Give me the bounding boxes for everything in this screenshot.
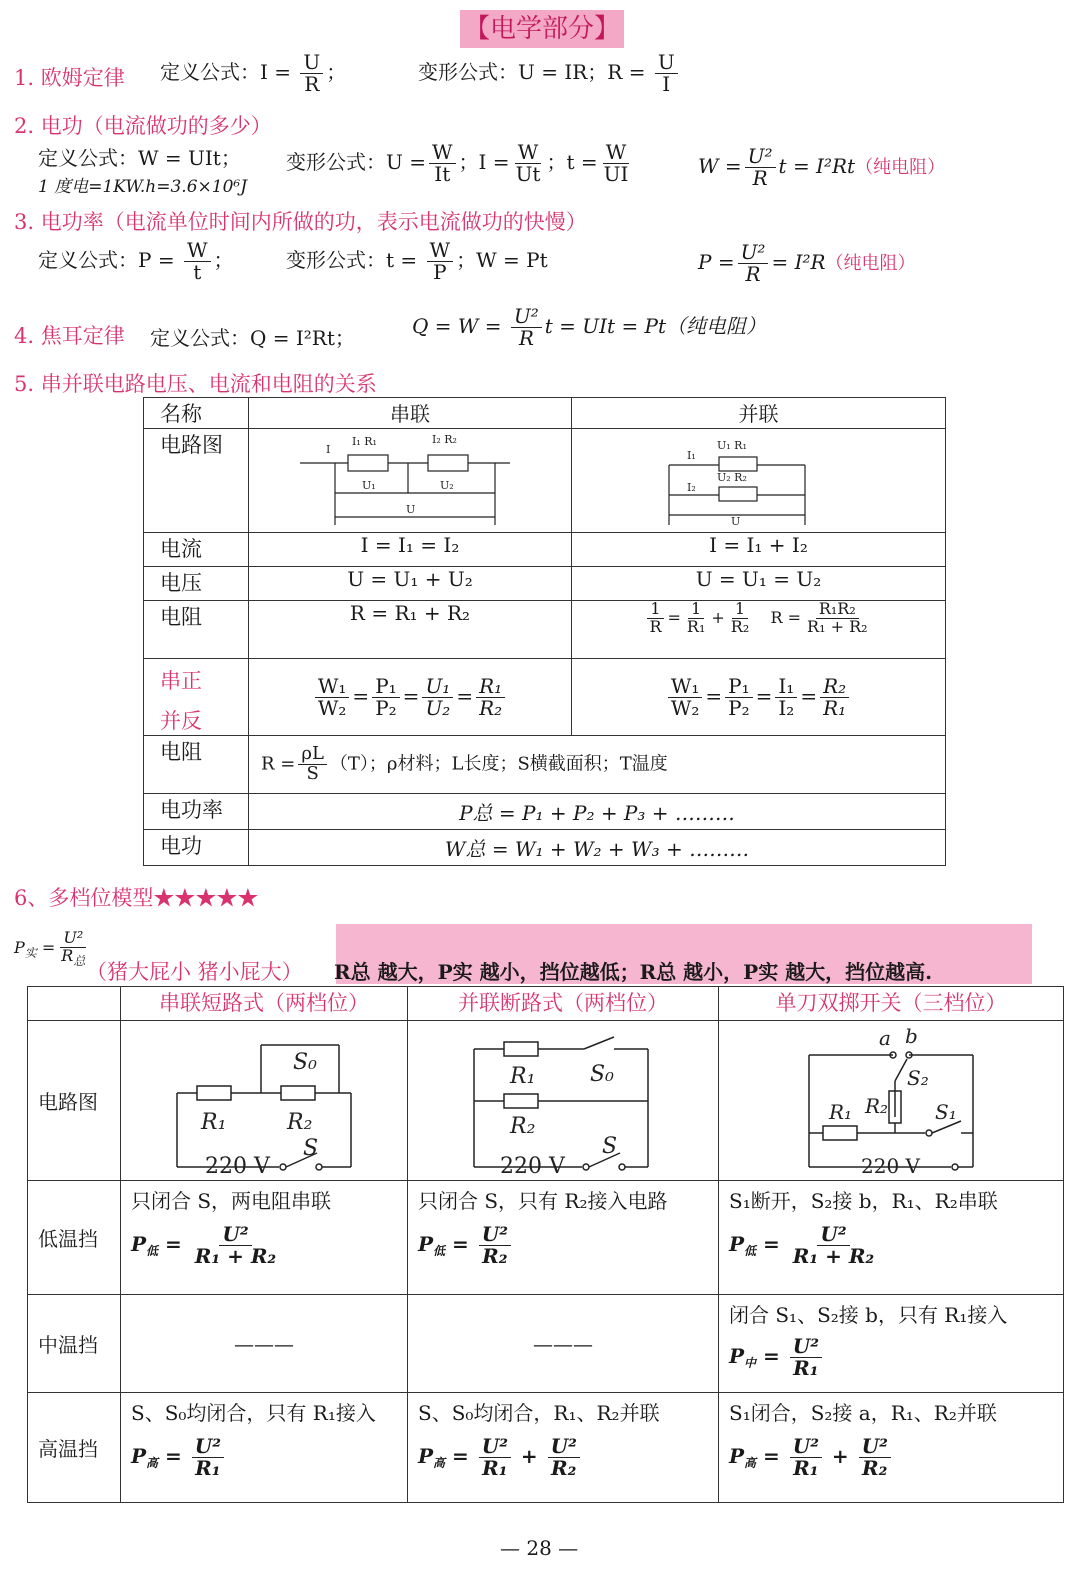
low-series-formula: $P_低$ = $\frac{\text{U²}}{\text{R₁ + R₂}}$ [131,1222,277,1268]
ohm-def-den: R [304,72,320,96]
col-name-header: 名称 [144,398,249,429]
svg-text:220 V: 220 V [861,1154,920,1175]
high-spdt-formula: $P_高$ = $\frac{\text{U²}}{\text{R₁}}$ + $\frac{\text{U²}}{\text{R₂}}$ [729,1436,1063,1479]
joule-formula-head: Q = W = [412,314,508,338]
parallel-circuit-diagram [572,429,946,533]
gear-parallel-svg [408,1021,716,1175]
svg-text:U₂: U₂ [440,479,454,492]
parallel-ratio: $\frac{\text{W₁}}{\text{W₂}}$ = $\frac{\text{P₁}}{\text{P₂}}$ = $\frac{\text{I₁}}{\text{I₂}}$ = $\frac{\text{R₂}}{\text{R₁}}$ [572,659,946,736]
low-spdt-cell [719,1181,1064,1295]
work-pure-formula: W = $\frac{\text{U²}}{R}$ t = I²Rt（纯电阻） [698,144,946,190]
svg-text:U: U [730,515,740,527]
gear-parallel-circuit [408,1021,719,1181]
resistivity-formula: R = $\frac{\rho L}{S}$ （T）；ρ材料；L长度；S横截面积；T温度 [249,736,946,794]
ratio-label-parallel: 并反 [160,709,202,733]
series-voltage: U = U₁ + U₂ [249,567,572,601]
high-series-text: S、S₀均闭合，只有 R₁接入 [131,1401,376,1425]
svg-text:I₂ R₂: I₂ R₂ [432,433,457,446]
series-resistance: R = R₁ + R₂ [249,601,572,659]
parallel-circuit-svg [659,429,859,527]
high-series-formula: $P_高$ = $\frac{\text{U²}}{\text{R₁}}$ [131,1436,407,1479]
ratio-label-series: 串正 [160,669,202,693]
series-parallel-table [143,397,946,866]
series-ratio: $\frac{\text{W₁}}{\text{W₂}}$ = $\frac{\text{P₁}}{\text{P₂}}$ = $\frac{\text{U₁}}{\text{U₂}}$ = $\frac{\text{R₁}}{\text{R₂}}$ [249,659,572,736]
gear-row-low-label: 低温挡 [28,1181,121,1295]
ohm-trans-den: I [662,72,671,96]
gear-spdt-svg [719,1021,1059,1175]
row-power-label: 电功率 [144,794,249,830]
series-current: I = I₁ = I₂ [249,533,572,567]
power-transform: 变形公式：t = $\frac{W}{P}$ ；W = Pt [286,238,548,284]
svg-text:I: I [326,443,331,456]
row-voltage-label: 电压 [144,567,249,601]
svg-text:R₁: R₁ [201,1110,227,1135]
work-transform: 变形公式：U = $\frac{W}{It}$ ；I = $\frac{W}{Ut}$ ；t = $\frac{W}{UI}$ [286,140,629,186]
col-parallel-header: 并联 [572,398,946,429]
low-spdt-formula: $P_低$ = $\frac{\text{U²}}{\text{R₁ + R₂}}$ [729,1222,875,1268]
row-work-label: 电功 [144,830,249,866]
svg-text:220 V: 220 V [500,1154,565,1175]
ohm-transform [418,52,681,95]
row-current-label: 电流 [144,533,249,567]
rule-mnemonic: （猪大屁小 猪小屁大） [86,960,303,984]
gear-row-circuit-label: 电路图 [28,1021,121,1181]
power-def-label: 定义公式：P = [38,248,181,272]
section-4-heading: 4. 焦耳定律 [14,324,125,348]
svg-text:S: S [602,1134,618,1159]
total-work-formula: W总 = W₁ + W₂ + W₃ + ……… [249,830,946,866]
page-number: — 28 — [500,1536,579,1560]
joule-formula-tail: t = UIt = Pt（纯电阻） [544,314,767,338]
svg-text:b: b [905,1024,918,1048]
joule-definition: 定义公式：Q = I²Rt； [150,326,355,350]
ohm-definition: 定义公式：I = $\frac{U}{R}$ ； [160,50,347,96]
section-3-heading: 3. 电功率（电流单位时间内所做的功，表示电流做功的快慢） [14,210,587,234]
svg-text:R₂: R₂ [510,1114,536,1139]
low-parallel-cell [408,1181,719,1295]
row-resistance-label: 电阻 [144,601,249,659]
high-parallel-text: S、S₀均闭合，R₁、R₂并联 [418,1401,660,1425]
work-pure-note: （纯电阻） [855,157,946,178]
ohm-def-label: 定义公式：I = [160,60,298,84]
svg-text:R₂: R₂ [865,1094,889,1118]
low-series-text: 只闭合 S，两电阻串联 [131,1189,332,1213]
svg-text:I₂: I₂ [686,481,696,494]
low-series-cell [121,1181,408,1295]
power-pure-formula: P = $\frac{\text{U²}}{R}$ = I²R（纯电阻） [698,240,916,286]
svg-text:S: S [303,1136,319,1161]
gear-row-mid-label: 中温挡 [28,1295,121,1393]
gear-model-table [27,986,1064,1503]
resistivity-text: （T）；ρ材料；L长度；S横截面积；T温度 [329,753,668,775]
mid-parallel-cell: ——— [408,1295,719,1393]
svg-text:R₁: R₁ [510,1064,536,1089]
ohm-trans-label: 变形公式：U = IR；R = [418,60,652,84]
mid-spdt-text: 闭合 S₁、S₂接 b，只有 R₁接入 [729,1303,1008,1327]
row-resist2-label: 电阻 [144,736,249,794]
row-circuit-label: 电路图 [144,429,249,533]
gear-col-spdt: 单刀双掷开关（三档位） [719,987,1064,1021]
joule-formula: Q = W = $\frac{\text{U²}}{R}$ t = UIt = Pt（纯电阻） [412,304,767,350]
svg-text:R₂: R₂ [287,1110,313,1135]
high-parallel-formula: $P_高$ = $\frac{\text{U²}}{\text{R₁}}$ + $\frac{\text{U²}}{\text{R₂}}$ [418,1436,718,1479]
svg-text:S₁: S₁ [935,1100,957,1124]
section-1-heading: 1. 欧姆定律 [14,66,125,90]
section-2-heading: 2. 电功（电流做功的多少） [14,114,272,138]
svg-text:a: a [879,1026,891,1050]
ohm-trans-num: U [655,52,678,74]
svg-text:S₂: S₂ [907,1066,929,1090]
mid-spdt-formula: $P_中$ = $\frac{\text{U²}}{\text{R₁}}$ [729,1336,1063,1379]
svg-text:S₀: S₀ [293,1050,317,1075]
svg-text:U₁ R₁: U₁ R₁ [716,439,747,452]
work-definition: 定义公式：W = UIt； [38,146,241,170]
svg-text:I₁ R₁: I₁ R₁ [352,435,377,448]
svg-text:S₀: S₀ [590,1062,614,1087]
series-circuit-diagram [249,429,572,533]
gear-spdt-circuit [719,1021,1064,1181]
svg-text:U₁: U₁ [362,479,376,492]
rule-text: R总 越大，P实 越小，挡位越低；R总 越小，P实 越大，挡位越高. [334,960,933,984]
svg-text:220 V: 220 V [205,1154,270,1175]
parallel-voltage: U = U₁ = U₂ [572,567,946,601]
svg-text:I₁: I₁ [686,449,696,462]
low-parallel-text: 只闭合 S，只有 R₂接入电路 [418,1189,668,1213]
section-6-heading: 6、多档位模型★★★★★ [14,886,259,910]
power-definition: 定义公式：P = $\frac{W}{t}$ ； [38,238,234,284]
parallel-resistance: $\frac{1}{R}$ = $\frac{1}{\text{R₁}}$ + $\frac{1}{\text{R₂}}$ R = $\frac{\text{R₁R₂}}{\text{R₁ + R₂}}$ [572,601,946,659]
gear-series-circuit [121,1021,408,1181]
col-series-header: 串联 [249,398,572,429]
total-power-formula: P总 = P₁ + P₂ + P₃ + ……… [249,794,946,830]
section-5-heading: 5. 串并联电路电压、电流和电阻的关系 [14,372,377,396]
ohm-def-num: U [300,52,323,74]
power-trans-label: 变形公式：t = [286,248,424,272]
gear-col-series-short: 串联短路式（两档位） [121,987,408,1021]
actual-power-formula: $P_实$ = $\frac{\text{U²}}{R_总}$ [14,928,86,968]
page-title: 【电学部分】 [460,10,624,48]
gear-corner [28,987,121,1021]
gear-series-svg [121,1021,405,1175]
mid-series-cell: ——— [121,1295,408,1393]
high-spdt-text: S₁闭合，S₂接 a，R₁、R₂并联 [729,1401,997,1425]
high-series-cell [121,1393,408,1503]
gear-row-high-label: 高温挡 [28,1393,121,1503]
power-trans-tail: ；W = Pt [456,248,548,272]
row-ratio-label [144,659,249,736]
high-parallel-cell [408,1393,719,1503]
svg-text:R₁: R₁ [829,1100,853,1124]
high-spdt-cell [719,1393,1064,1503]
power-pure-note: （纯电阻） [825,253,916,274]
mid-spdt-cell [719,1295,1064,1393]
series-circuit-svg [290,429,530,525]
parallel-current: I = I₁ + I₂ [572,533,946,567]
low-parallel-formula: $P_低$ = $\frac{\text{U²}}{\text{R₂}}$ [418,1224,718,1267]
work-trans-label: 变形公式： [286,150,386,174]
low-spdt-text: S₁断开，S₂接 b，R₁、R₂串联 [729,1189,998,1213]
svg-text:U₂ R₂: U₂ R₂ [716,471,747,484]
svg-text:U: U [406,503,416,516]
kwh-unit: 1 度电=1KW.h=3.6×10⁶J [38,177,248,197]
gear-col-parallel-open: 并联断路式（两档位） [408,987,719,1021]
